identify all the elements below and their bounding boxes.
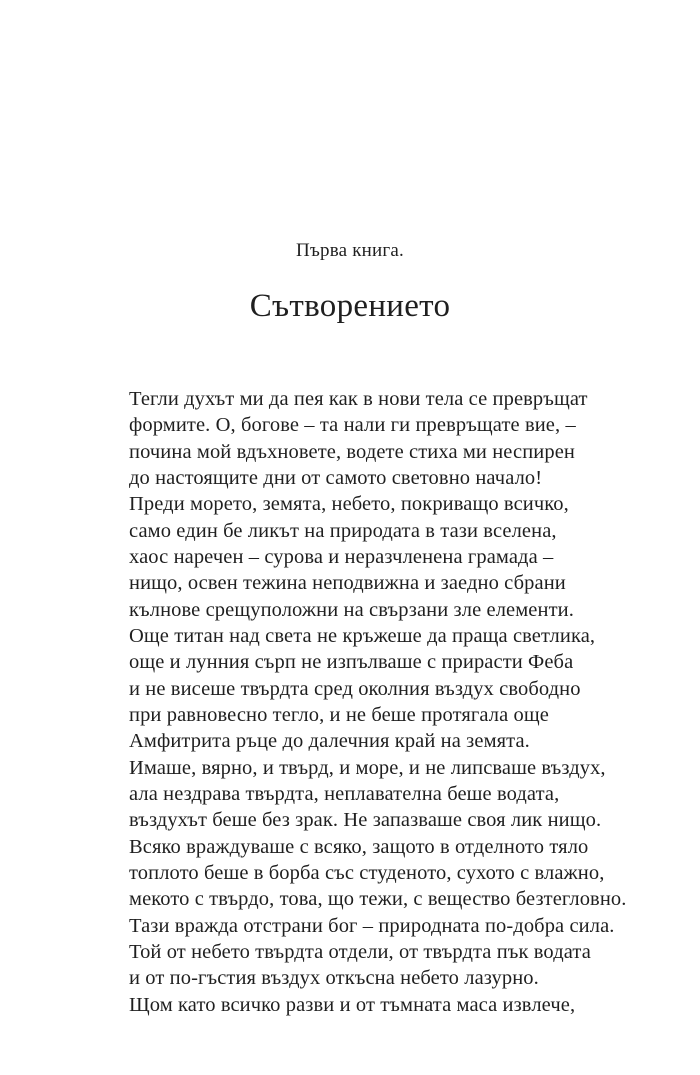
verse-line: топлото беше в борба със студеното, сухото с влажно, <box>129 861 605 884</box>
verse-line: и не висеше твърдта сред околния въздух свободно <box>129 677 581 700</box>
poem-text <box>129 386 699 1018</box>
chapter-title: Сътворението <box>249 288 451 324</box>
verse-line: мекото с твърдо, това, що тежи, с вещество безтегловно. <box>129 888 627 911</box>
verse-line: почина мой вдъхновете, водете стиха ми неспирен <box>129 440 575 463</box>
verse-line: Имаше, вярно, и твърд, и море, и не липсваше въздух, <box>129 756 606 779</box>
verse-line: Амфитрита ръце до далечния край на земята. <box>129 730 530 753</box>
verse-line: Още титан над света не кръжеше да праща светлика, <box>129 624 596 647</box>
verse-line: въздухът беше без зрак. Не запазваше своя лик нищо. <box>129 809 602 832</box>
verse-line: формите. О, богове – та нали ги превръщате вие, – <box>129 414 576 437</box>
verse-line: Щом като всичко разви и от тъмната маса извлече, <box>129 993 576 1016</box>
verse-line: при равновесно тегло, и не беше протягала още <box>129 703 549 726</box>
verse-line: Тегли духът ми да пея как в нови тела се превръщат <box>129 388 588 410</box>
verse-line: Той от небето твърдта отдели, от твърдта пък водата <box>129 940 591 963</box>
verse-line: и от по-гъстия въздух откъсна небето лазурно. <box>129 967 539 990</box>
verse-line: хаос наречен – сурова и неразчленена грамада – <box>129 545 554 568</box>
verse-line: Преди морето, земята, небето, покриващо всичко, <box>129 493 569 516</box>
verse-line: кълнове срещуположни на свързани зле елементи. <box>129 598 574 621</box>
verse-line: още и лунния сърп не изпълваше с прирасти Феба <box>129 651 574 674</box>
verse-line: само един бе ликът на природата в тази вселена, <box>129 519 557 542</box>
verse-line: Всяко враждуваше с всяко, защото в отделното тяло <box>129 835 589 858</box>
verse-line: ала нездрава твърдта, неплавателна беше водата, <box>129 782 560 805</box>
book-label: Първа книга. <box>296 240 404 261</box>
verse-line: нищо, освен тежина неподвижна и заедно сбрани <box>129 572 566 595</box>
verse-line: Тази вражда отстрани бог – природната по-добра сила. <box>129 914 615 937</box>
verse-line: до настоящите дни от самото световно начало! <box>129 466 543 489</box>
